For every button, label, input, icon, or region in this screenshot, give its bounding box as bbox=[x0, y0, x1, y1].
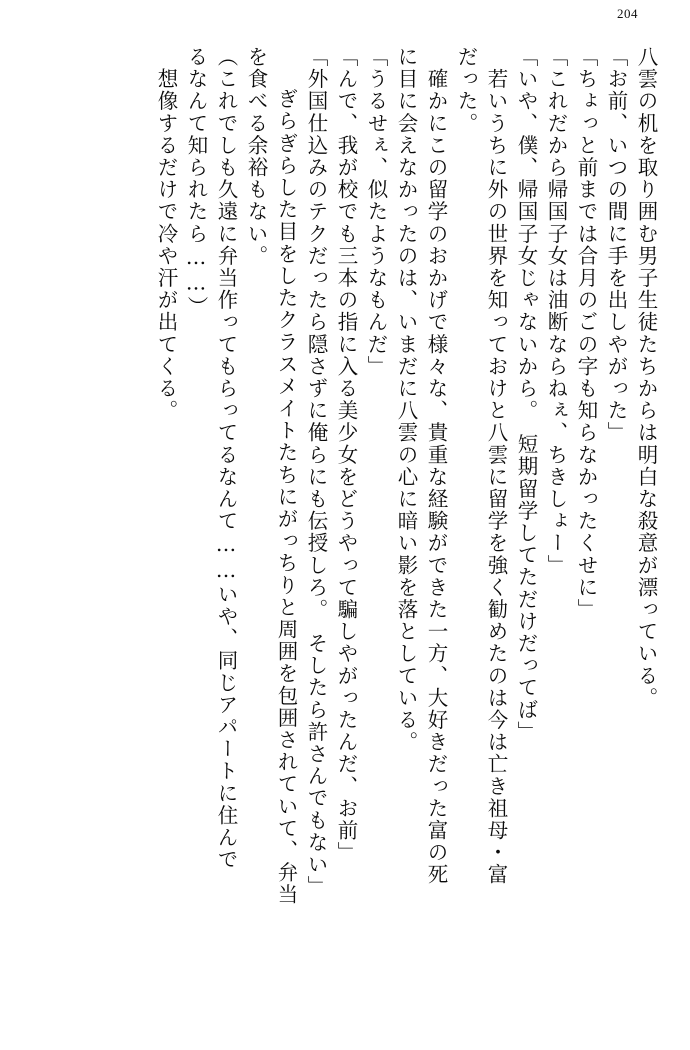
text-line: 「んで、我が校でも三本の指に入る美少女をどうやって騙しやがったんだ、お前」 bbox=[334, 46, 358, 864]
text-line: 「これだから帰国子女は油断ならねぇ、ちきしょー」 bbox=[544, 46, 568, 577]
text-line: 「いや、僕、帰国子女じゃないから。 短期留学してただけだってば」 bbox=[514, 46, 538, 743]
text-line: 若いうちに外の世界を知っておけと八雲に留学を強く勧めたのは今は亡き祖母・富 bbox=[484, 46, 508, 886]
text-line: 「ちょっと前までは合月のごの字も知らなかったくせに」 bbox=[574, 46, 598, 621]
text-line: 八雲の机を取り囲む男子生徒たちからは明白な殺意が漂っている。 bbox=[634, 46, 658, 709]
text-line: 想像するだけで冷や汗が出てくる。 bbox=[154, 46, 178, 422]
text-line: （これでしも久遠に弁当作ってもらってるなんて……いや、同じアパートに住んで bbox=[214, 46, 238, 871]
text-line: るなんて知られたら……） bbox=[184, 46, 208, 319]
text-line: を食べる余裕もない。 bbox=[244, 46, 268, 267]
text-line: ぎらぎらした目をしたクラスメイトたちにがっちりと周囲を包囲されていて、弁当 bbox=[274, 66, 298, 906]
text-line: 確かにこの留学のおかげで様々な、貴重な経験ができた一方、大好きだった富の死 bbox=[424, 46, 448, 886]
text-line: に目に会えなかったのは、いまだに八雲の心に暗い影を落としている。 bbox=[394, 46, 418, 754]
text-line: 「お前、いつの間に手を出しやがった」 bbox=[604, 46, 628, 444]
text-line: 「外国仕込みのテクだったら隠さずに俺らにも伝授しろ。 そしたら許さんでもない」 bbox=[304, 46, 328, 898]
vertical-text-body bbox=[34, 46, 656, 1016]
page-number: 204 bbox=[617, 6, 638, 21]
text-line: だった。 bbox=[454, 46, 478, 135]
text-line: 「うるせぇ、似たようなもんだ」 bbox=[364, 46, 388, 378]
